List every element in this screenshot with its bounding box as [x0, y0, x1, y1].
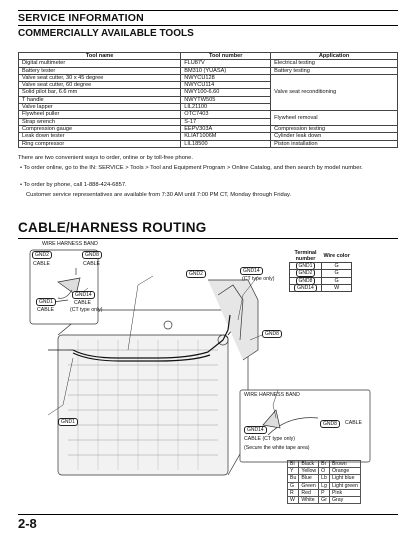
gnd8-tag-inset: GND8 — [320, 420, 340, 428]
terminal-gnd-tag: GND8 — [296, 277, 316, 285]
color-abbr: Gr — [319, 497, 330, 504]
color-name: White — [299, 497, 319, 504]
secure-tape-note: (Secure the white tape area) — [244, 445, 310, 451]
section-title: SERVICE INFORMATION — [18, 12, 144, 24]
tool-name: Ring compressor — [19, 140, 181, 147]
routing-title: CABLE/HARNESS ROUTING — [18, 220, 207, 235]
table-row — [288, 489, 361, 496]
table-row — [290, 270, 352, 277]
tool-number: BM310 (YUASA) — [181, 67, 271, 74]
routing-rule — [18, 238, 398, 239]
color-abbr: P — [319, 489, 330, 496]
terminal-number — [290, 284, 322, 291]
gnd8-inset-cable-label: CABLE — [345, 420, 363, 426]
tool-number: NWY100-6.60 — [181, 89, 271, 96]
wire-color: W — [322, 284, 352, 291]
terminal-gnd-tag: GND2 — [296, 269, 316, 277]
table-row — [19, 60, 398, 67]
color-code-table — [287, 460, 361, 504]
table-row — [290, 284, 352, 291]
gnd1-tag-main: GND1 — [58, 418, 78, 426]
tool-application: Cylinder leak down — [271, 133, 398, 140]
color-abbr: W — [288, 497, 299, 504]
table-row — [19, 67, 398, 74]
tool-number: LIL18500 — [181, 140, 271, 147]
table-row — [19, 125, 398, 132]
tool-number: NWYCU128 — [181, 74, 271, 81]
terminal-number-header: Terminal number — [294, 250, 317, 262]
tool-number: S-17 — [181, 118, 271, 125]
section-rule — [18, 25, 398, 26]
color-name: Black — [299, 461, 319, 468]
page-number: 2-8 — [18, 516, 37, 531]
color-abbr: Bl — [288, 461, 299, 468]
color-name: Orange — [329, 468, 360, 475]
color-name: Red — [299, 489, 319, 496]
table-row — [288, 482, 361, 489]
tool-name: Valve seat cutter, 30 x 45 degree — [19, 74, 181, 81]
order-online-text: To order online, go to the IN: SERVICE > Tools > Tool and Equipment Program > Online Catalog, and then search by model number. — [23, 165, 363, 171]
color-name: Light blue — [329, 475, 360, 482]
order-phone-note: • To order by phone, call 1-888-424-6857. — [20, 182, 127, 188]
gnd2-tag: GND2 — [32, 251, 52, 259]
tool-application: Electrical testing — [271, 60, 398, 67]
tool-number: KLIAT1006M — [181, 133, 271, 140]
color-abbr: G — [288, 482, 299, 489]
footer-rule — [18, 514, 398, 515]
tool-application: Valve seat reconditioning — [271, 74, 398, 110]
tool-name: Valve seat cutter, 60 degree — [19, 82, 181, 89]
tool-name: Valve lapper — [19, 104, 181, 111]
tool-name: Compression gauge — [19, 125, 181, 132]
top-rule — [18, 10, 398, 11]
color-name: Blue — [299, 475, 319, 482]
color-name: Gray — [329, 497, 360, 504]
color-abbr: O — [319, 468, 330, 475]
tool-number: LIL21100 — [181, 104, 271, 111]
color-abbr: Y — [288, 468, 299, 475]
gnd14-tag-main: GND14 — [240, 267, 263, 275]
col-tool-number: Tool number — [181, 53, 271, 60]
wire-color: G — [322, 270, 352, 277]
table-row — [19, 140, 398, 147]
table-row — [288, 475, 361, 482]
terminal-table — [289, 250, 352, 292]
gnd14-cable-label: CABLE — [74, 300, 92, 306]
tool-number: FLU87V — [181, 60, 271, 67]
color-abbr: Lb — [319, 475, 330, 482]
tool-name: Strap wrench — [19, 118, 181, 125]
wire-harness-band-label: WIRE HARNESS BAND — [42, 241, 98, 247]
color-name: Brown — [329, 461, 360, 468]
color-abbr: Bu — [288, 475, 299, 482]
col-tool-name: Tool name — [19, 53, 181, 60]
gnd8-cable-label: CABLE — [83, 261, 101, 267]
gnd8-tag-main: GND8 — [262, 330, 282, 338]
gnd14-main-ct-note: (CT type only) — [242, 276, 275, 282]
terminal-gnd-tag: GND1 — [296, 262, 316, 270]
wire-color: G — [322, 277, 352, 284]
table-row — [19, 133, 398, 140]
gnd14-ct-note: (CT type only) — [70, 307, 103, 313]
cable-ct-only-label: CABLE (CT type only) — [244, 436, 295, 442]
order-phone-text: To order by phone, call 1-888-424-6857. — [23, 182, 127, 188]
color-name: Yellow — [299, 468, 319, 475]
gnd1-tag-inset: GND1 — [36, 298, 56, 306]
tool-application: Flywheel removal — [271, 111, 398, 126]
tool-number: EEPV303A — [181, 125, 271, 132]
gnd2-tag-main: GND2 — [186, 270, 206, 278]
table-row — [19, 74, 398, 81]
tool-name: T handle — [19, 96, 181, 103]
color-name: Light green — [329, 482, 360, 489]
tool-number: NWYTW505 — [181, 96, 271, 103]
gnd2-cable-label: CABLE — [33, 261, 51, 267]
color-abbr: Br — [319, 461, 330, 468]
tool-number: OTC7403 — [181, 111, 271, 118]
service-hours: Customer service representatives are available from 7:30 AM until 7:00 PM CT, Monday through Friday. — [26, 192, 292, 198]
wire-harness-band-label-2: WIRE HARNESS BAND — [244, 392, 300, 398]
tool-application: Compression testing — [271, 125, 398, 132]
table-row — [288, 497, 361, 504]
table-row — [19, 111, 398, 118]
wire-color: G — [322, 263, 352, 270]
tool-application: Piston installation — [271, 140, 398, 147]
tool-name: Flywheel puller — [19, 111, 181, 118]
table-row — [288, 461, 361, 468]
gnd1-cable-label: CABLE — [37, 307, 55, 313]
wire-color-header: Wire color — [323, 253, 350, 259]
order-intro: There are two convenient ways to order, online or by toll-free phone. — [18, 155, 193, 161]
order-online-note: • To order online, go to the IN: SERVICE > Tools > Tool and Equipment Program > Online Catalog, and then search by model number. — [20, 165, 363, 171]
gnd14-tag-inset-2: GND14 — [244, 426, 267, 434]
tool-application: Battery testing — [271, 67, 398, 74]
tool-name: Battery tester — [19, 67, 181, 74]
gnd8-tag: GND8 — [82, 251, 102, 259]
color-abbr: Lg — [319, 482, 330, 489]
terminal-gnd-tag: GND14 — [294, 284, 317, 292]
subsection-title: COMMERCIALLY AVAILABLE TOOLS — [18, 28, 194, 39]
color-abbr: R — [288, 489, 299, 496]
col-application: Application — [271, 53, 398, 60]
color-name: Green — [299, 482, 319, 489]
tool-name: Leak down tester — [19, 133, 181, 140]
gnd14-tag-inset: GND14 — [72, 291, 95, 299]
color-name: Pink — [329, 489, 360, 496]
tool-name: Solid pilot bar, 6.6 mm — [19, 89, 181, 96]
tool-name: Digital multimeter — [19, 60, 181, 67]
terminal-number — [290, 270, 322, 277]
tool-number: NWYCU114 — [181, 82, 271, 89]
table-row — [288, 468, 361, 475]
tools-table — [18, 52, 398, 148]
